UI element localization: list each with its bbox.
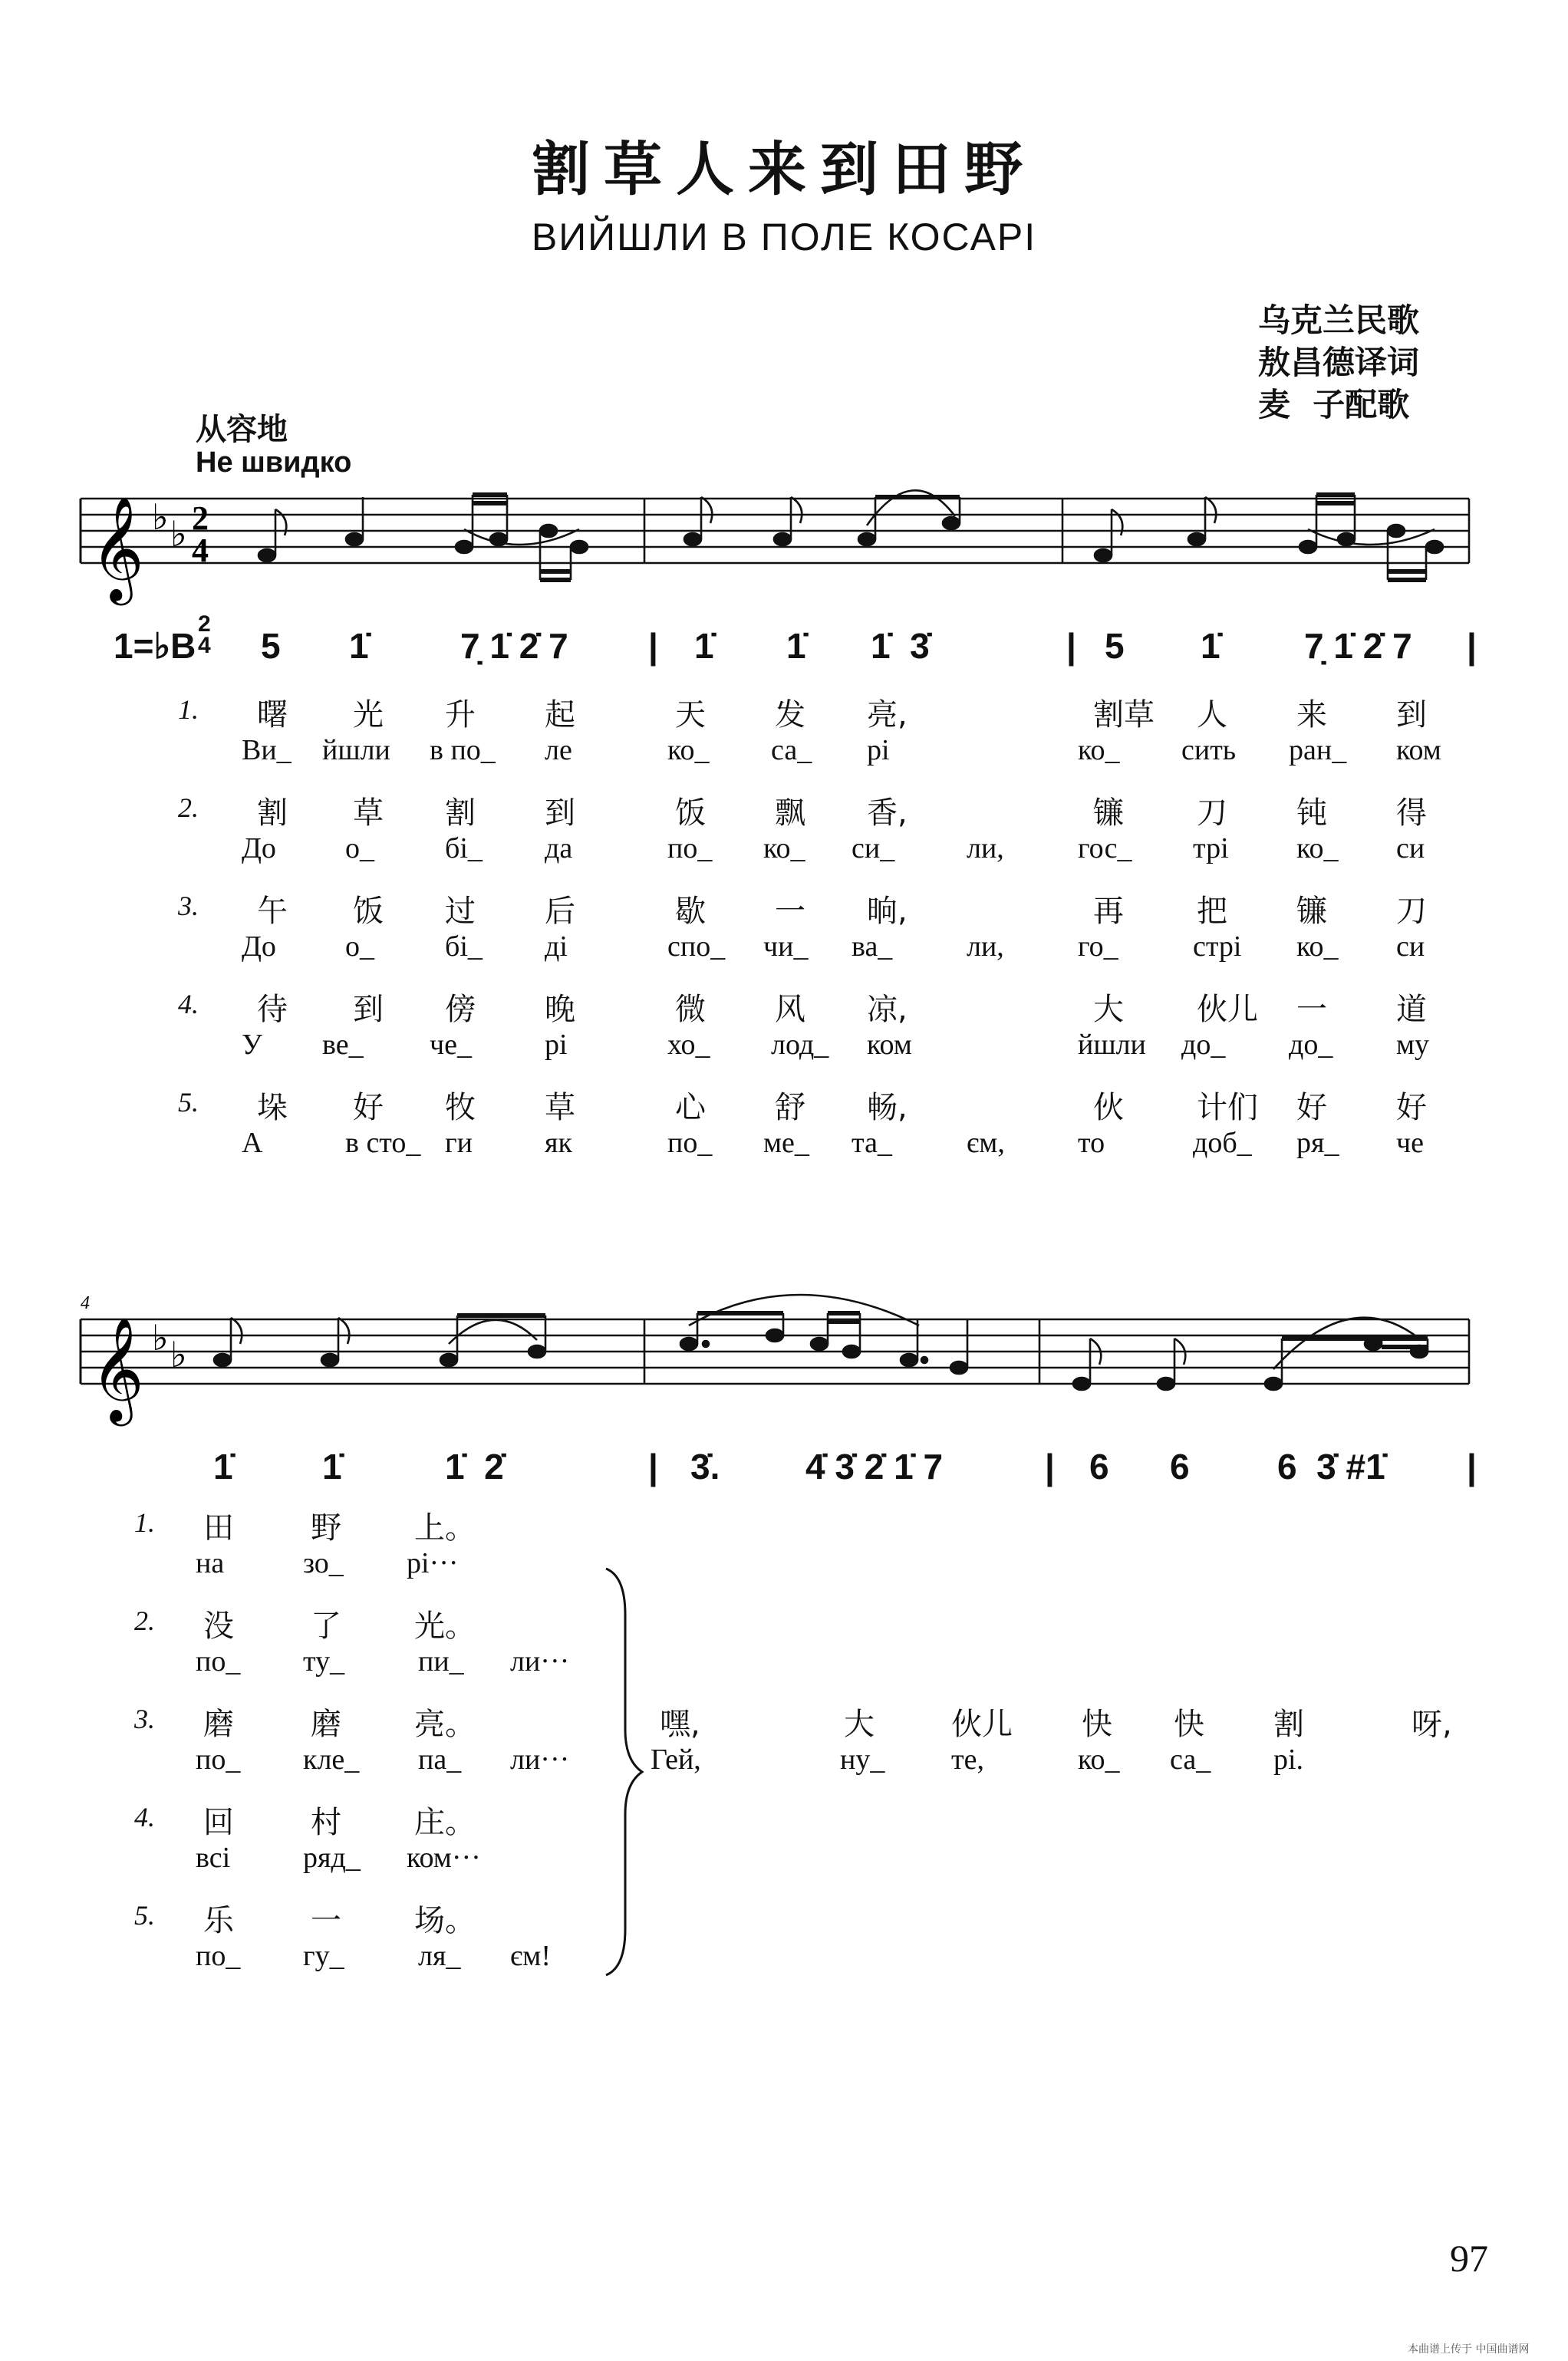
lyric-ua: ря_ (1296, 1127, 1339, 1159)
lyric-ua: ва_ (852, 930, 893, 963)
lyric-ua: ком (1396, 734, 1441, 766)
barline: | (648, 626, 658, 666)
verse-number: 2. (134, 1605, 155, 1636)
lyric-ua: са_ (771, 734, 812, 766)
lyric-ua: бі_ (445, 930, 483, 963)
treble-clef-icon: 𝄞 (91, 1316, 144, 1421)
lyric-ua: го_ (1078, 930, 1118, 963)
lyric-ua: да (545, 832, 573, 864)
jianpu-note: 5 (1105, 626, 1125, 666)
tempo-marking-ua: Не швидко (196, 446, 352, 479)
lyric-cn: 天 (675, 697, 706, 733)
lyric-ua: до_ (1181, 1029, 1226, 1061)
credit-origin: 乌克兰民歌 (1258, 301, 1420, 339)
lyric-cn: 了 (311, 1609, 341, 1644)
lyric-cn: 割草 (1093, 697, 1155, 733)
lyric-ua: ме_ (763, 1127, 809, 1159)
verse-number: 4. (134, 1802, 155, 1832)
verse-number: 5. (178, 1087, 199, 1118)
credit-arranger: 麦 子配歌 (1258, 386, 1410, 423)
lyric-ua: по_ (196, 1645, 241, 1678)
lyric-ua: єм! (510, 1940, 552, 1972)
lyric-cn: 到 (1396, 697, 1427, 733)
flat-icon: ♭ (152, 1317, 169, 1358)
lyric-ua: че_ (430, 1029, 472, 1061)
lyric-ua: кле_ (303, 1744, 360, 1776)
lyric-cn: 垛 (257, 1090, 288, 1125)
lyric-cn: 傍 (445, 992, 476, 1027)
lyric-ua: на (196, 1547, 225, 1579)
lyric-cn: 牧 (445, 1090, 476, 1125)
refrain-cn: 割 (1273, 1707, 1304, 1742)
lyric-ua: хо_ (667, 1029, 710, 1061)
lyric-cn: 发 (775, 697, 805, 733)
lyric-cn: 到 (353, 992, 384, 1027)
verse-number: 5. (134, 1900, 155, 1931)
lyric-cn: 割 (257, 795, 288, 831)
lyric-ua: У (242, 1029, 262, 1061)
lyric-ua: ли, (967, 930, 1004, 963)
lyric-cn: 刀 (1396, 894, 1427, 929)
lyric-cn: 伙儿 (1197, 992, 1258, 1027)
lyric-ua: ряд_ (303, 1842, 361, 1874)
lyric-ua: спо_ (667, 930, 726, 963)
lyric-ua: бі_ (445, 832, 483, 864)
lyric-cn: 庄。 (414, 1805, 476, 1840)
notes-system-1 (259, 490, 1443, 580)
lyric-cn: 一 (1296, 992, 1327, 1027)
lyric-ua: пи_ (418, 1645, 464, 1678)
lyric-ua: то (1078, 1127, 1105, 1159)
jianpu-note: 3̇. (690, 1447, 720, 1487)
lyric-ua: ли, (967, 832, 1004, 864)
lyric-cn: 到 (545, 795, 575, 831)
refrain-cn: 伙儿 (951, 1707, 1013, 1742)
refrain-cn: 大 (844, 1707, 875, 1742)
barline: | (648, 1447, 658, 1487)
lyric-ua: по_ (667, 832, 713, 864)
lyric-cn: 光 (353, 697, 384, 733)
lyric-cn: 午 (257, 894, 288, 929)
lyric-cn: 好 (1396, 1090, 1427, 1125)
flat-icon: ♭ (170, 513, 187, 555)
lyric-cn: 磨 (311, 1707, 341, 1742)
lyric-ua: рі (545, 1029, 568, 1061)
barline: | (1467, 1447, 1477, 1487)
notes-system-2 (214, 1295, 1428, 1390)
lyric-cn: 道 (1396, 992, 1427, 1027)
jianpu-time-signature: 2 4 (198, 611, 211, 658)
lyric-ua: по_ (196, 1940, 241, 1972)
jianpu-note: 7̣ 1̇ 2̇ 7 (460, 626, 568, 666)
lyric-cn: 歇 (675, 894, 706, 929)
lyric-ua: по_ (196, 1744, 241, 1776)
lyric-cn: 场。 (414, 1903, 476, 1938)
tempo-marking-cn: 从容地 (196, 412, 288, 447)
lyric-cn: 回 (203, 1805, 234, 1840)
lyric-ua: ком··· (407, 1842, 481, 1874)
lyric-cn: 凉, (867, 992, 908, 1027)
lyric-ua: та_ (852, 1127, 892, 1159)
lyric-cn: 晚 (545, 992, 575, 1027)
jianpu-note: 6 (1170, 1447, 1190, 1487)
lyric-cn: 钝 (1296, 795, 1327, 831)
lyric-ua: ді (545, 930, 568, 963)
lyric-cn: 来 (1296, 697, 1327, 733)
jianpu-note: 1̇ (1201, 626, 1220, 666)
lyric-cn: 后 (545, 894, 575, 929)
treble-clef-icon: 𝄞 (91, 495, 144, 601)
jianpu-note: 7̣ 1̇ 2̇ 7 (1304, 626, 1412, 666)
lyric-cn: 好 (353, 1090, 384, 1125)
lyric-ua: до_ (1289, 1029, 1333, 1061)
jianpu-note: 1̇ (694, 626, 714, 666)
lyric-ua: лод_ (771, 1029, 829, 1061)
lyric-cn: 风 (775, 992, 805, 1027)
jianpu-note: 4̇ 3̇ 2̇ 1̇ 7 (805, 1447, 944, 1487)
lyric-ua: рі··· (407, 1547, 459, 1579)
lyric-cn: 舒 (775, 1090, 805, 1125)
song-subtitle: ВИЙШЛИ В ПОЛЕ КОСАРІ (531, 216, 1037, 258)
lyric-cn: 亮。 (414, 1707, 476, 1742)
refrain-ua: ко_ (1078, 1744, 1120, 1776)
jianpu-note: 1̇ 3̇ (871, 626, 930, 666)
lyric-cn: 计们 (1197, 1090, 1258, 1125)
lyric-ua: ля_ (418, 1940, 461, 1972)
lyric-cn: 人 (1197, 697, 1227, 733)
lyric-ua: ги (445, 1127, 473, 1159)
lyric-cn: 好 (1296, 1090, 1327, 1125)
lyric-cn: 没 (203, 1609, 234, 1644)
lyric-ua: ко_ (667, 734, 710, 766)
lyric-cn: 心 (675, 1090, 706, 1125)
lyric-ua: До (242, 930, 276, 963)
lyric-ua: ко_ (1296, 930, 1339, 963)
lyric-cn: 把 (1197, 894, 1227, 929)
verse-number: 4. (178, 989, 199, 1019)
lyric-ua: ко_ (1078, 734, 1120, 766)
lyric-ua: всі (196, 1842, 231, 1874)
lyric-ua: гос_ (1078, 832, 1132, 864)
lyric-ua: сить (1181, 734, 1237, 766)
lyric-ua: о_ (345, 832, 374, 864)
lyric-ua: рі (867, 734, 890, 766)
lyric-cn: 草 (545, 1090, 575, 1125)
barline: | (1066, 626, 1076, 666)
lyric-cn: 一 (775, 894, 805, 929)
lyric-cn: 过 (445, 894, 476, 929)
lyric-ua: си (1396, 832, 1425, 864)
refrain-ua: те, (951, 1744, 984, 1776)
lyric-ua: чи_ (763, 930, 809, 963)
jianpu-note: 6 3̇ #1̇ (1277, 1447, 1385, 1487)
lyric-cn: 起 (545, 697, 575, 733)
lyric-ua: доб_ (1193, 1127, 1252, 1159)
verse-number: 1. (134, 1507, 155, 1538)
verse-number: 3. (178, 891, 199, 921)
lyric-ua: ран_ (1289, 734, 1347, 766)
lyric-cn: 野 (311, 1510, 341, 1546)
lyric-cn: 乐 (203, 1903, 234, 1938)
credit-translator: 敖昌德译词 (1258, 344, 1420, 381)
lyric-ua: Ви_ (242, 734, 292, 766)
jianpu-note: 1̇ (213, 1447, 233, 1487)
lyric-ua: па_ (418, 1744, 462, 1776)
lyric-cn: 曙 (257, 697, 288, 733)
lyric-cn: 伙 (1093, 1090, 1124, 1125)
lyric-ua: си_ (852, 832, 895, 864)
lyric-ua: ко_ (763, 832, 805, 864)
lyric-cn: 待 (257, 992, 288, 1027)
lyric-cn: 畅, (867, 1090, 908, 1125)
lyric-ua: До (242, 832, 276, 864)
lyric-cn: 草 (353, 795, 384, 831)
lyric-cn: 一 (311, 1903, 341, 1938)
lyric-cn: 大 (1093, 992, 1124, 1027)
lyric-cn: 镰 (1296, 894, 1327, 929)
lyric-cn: 镰 (1093, 795, 1124, 831)
jianpu-note: 5 (261, 626, 281, 666)
lyric-cn: 光。 (414, 1609, 476, 1644)
barline: | (1045, 1447, 1055, 1487)
time-sig-num: 2 (192, 499, 209, 537)
refrain-cn: 嘿, (660, 1707, 700, 1742)
jianpu-note: 1̇ (349, 626, 369, 666)
lyric-ua: по_ (667, 1127, 713, 1159)
verse-number: 2. (178, 792, 199, 823)
lyric-ua: як (545, 1127, 572, 1159)
lyric-ua: си (1396, 930, 1425, 963)
key-signature: 1=♭B (114, 626, 196, 666)
jianpu-note: 1̇ (322, 1447, 342, 1487)
lyric-ua: в по_ (430, 734, 496, 766)
lyric-ua: че (1396, 1127, 1424, 1159)
verse-number: 1. (178, 694, 199, 725)
jianpu-note: 1̇ 2̇ (445, 1447, 504, 1487)
refrain-cn: 快 (1082, 1707, 1112, 1742)
refrain-ua: рі. (1273, 1744, 1304, 1776)
lyric-cn: 田 (203, 1510, 234, 1546)
lyric-ua: йшли (1078, 1029, 1146, 1061)
page-number: 97 (1450, 2237, 1488, 2280)
lyric-ua: йшли (322, 734, 390, 766)
lyric-cn: 香, (867, 795, 908, 831)
refrain-ua: ну_ (840, 1744, 885, 1776)
lyric-cn: 割 (445, 795, 476, 831)
measure-number: 4 (81, 1293, 90, 1313)
lyric-cn: 晌, (867, 894, 908, 929)
refrain-ua: Гей, (651, 1744, 701, 1776)
jianpu-note: 1̇ (786, 626, 806, 666)
lyric-ua: ли··· (510, 1744, 570, 1776)
lyric-ua: ту_ (303, 1645, 345, 1678)
verse-number: 3. (134, 1704, 155, 1734)
lyric-cn: 升 (445, 697, 476, 733)
lyric-ua: стрі (1193, 930, 1242, 963)
lyric-ua: ко_ (1296, 832, 1339, 864)
lyric-cn: 村 (311, 1805, 341, 1840)
refrain-ua: са_ (1170, 1744, 1211, 1776)
lyric-cn: 再 (1093, 894, 1124, 929)
refrain-cn: 呀, (1412, 1707, 1452, 1742)
lyric-cn: 亮, (867, 697, 908, 733)
lyric-cn: 饭 (353, 894, 384, 929)
watermark: 本曲谱上传于 中国曲谱网 (1408, 2343, 1530, 2356)
lyric-cn: 磨 (203, 1707, 234, 1742)
lyric-ua: ли··· (510, 1645, 570, 1678)
lyric-ua: му (1396, 1029, 1430, 1061)
lyric-ua: о_ (345, 930, 374, 963)
lyric-cn: 饭 (675, 795, 706, 831)
flat-icon: ♭ (170, 1334, 187, 1375)
barline: | (1467, 626, 1477, 666)
lyric-cn: 上。 (414, 1510, 476, 1546)
song-title: 割草人来到田野 (532, 135, 1036, 203)
jianpu-note: 6 (1089, 1447, 1109, 1487)
lyric-ua: А (242, 1127, 263, 1159)
lyric-ua: ком (867, 1029, 912, 1061)
lyric-cn: 飘 (775, 795, 805, 831)
lyric-cn: 刀 (1197, 795, 1227, 831)
flat-icon: ♭ (152, 496, 169, 538)
lyric-ua: єм, (967, 1127, 1005, 1159)
staff-lines-1 (81, 499, 1469, 563)
time-sig-den: 4 (192, 532, 209, 569)
lyric-ua: трі (1193, 832, 1229, 864)
lyric-cn: 得 (1396, 795, 1427, 831)
lyric-ua: гу_ (303, 1940, 344, 1972)
refrain-cn: 快 (1174, 1707, 1204, 1742)
lyric-ua: ле (545, 734, 572, 766)
lyric-ua: в сто_ (345, 1127, 421, 1159)
lyric-ua: ве_ (322, 1029, 364, 1061)
lyric-cn: 微 (675, 992, 706, 1027)
lyric-ua: зо_ (303, 1547, 344, 1579)
